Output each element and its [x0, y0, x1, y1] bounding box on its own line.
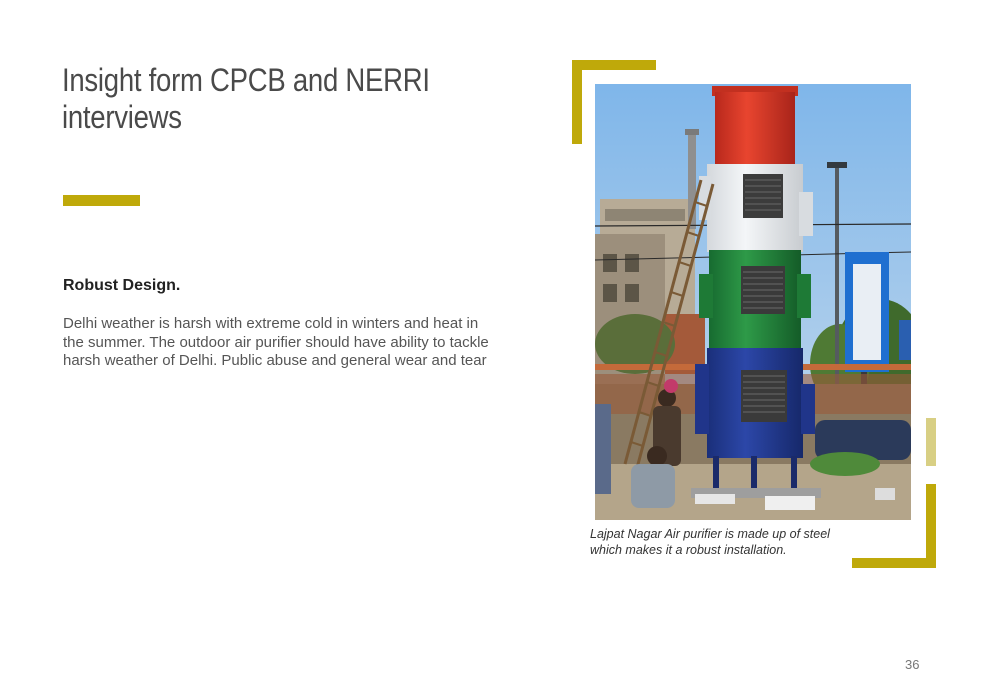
title-accent-bar	[63, 195, 140, 206]
section-subheading: Robust Design.	[63, 277, 181, 294]
air-purifier-photo	[595, 84, 911, 520]
photo-caption: Lajpat Nagar Air purifier is made up of steel which makes it a robust installation.	[590, 527, 830, 557]
frame-corner-bottom	[852, 558, 936, 568]
body-paragraph: Delhi weather is harsh with extreme cold in winters and heat in the summer. The outdoor air purifier should have ability to tackle harsh weather of Delhi. Public abuse and general wear and tear	[63, 315, 489, 369]
page-number: 36	[905, 657, 920, 672]
frame-corner-top	[572, 60, 656, 70]
page-title: Insight form CPCB and NERRI interviews	[62, 62, 430, 135]
frame-corner-left	[572, 60, 582, 144]
frame-accent-light	[926, 418, 936, 466]
frame-corner-right	[926, 484, 936, 568]
